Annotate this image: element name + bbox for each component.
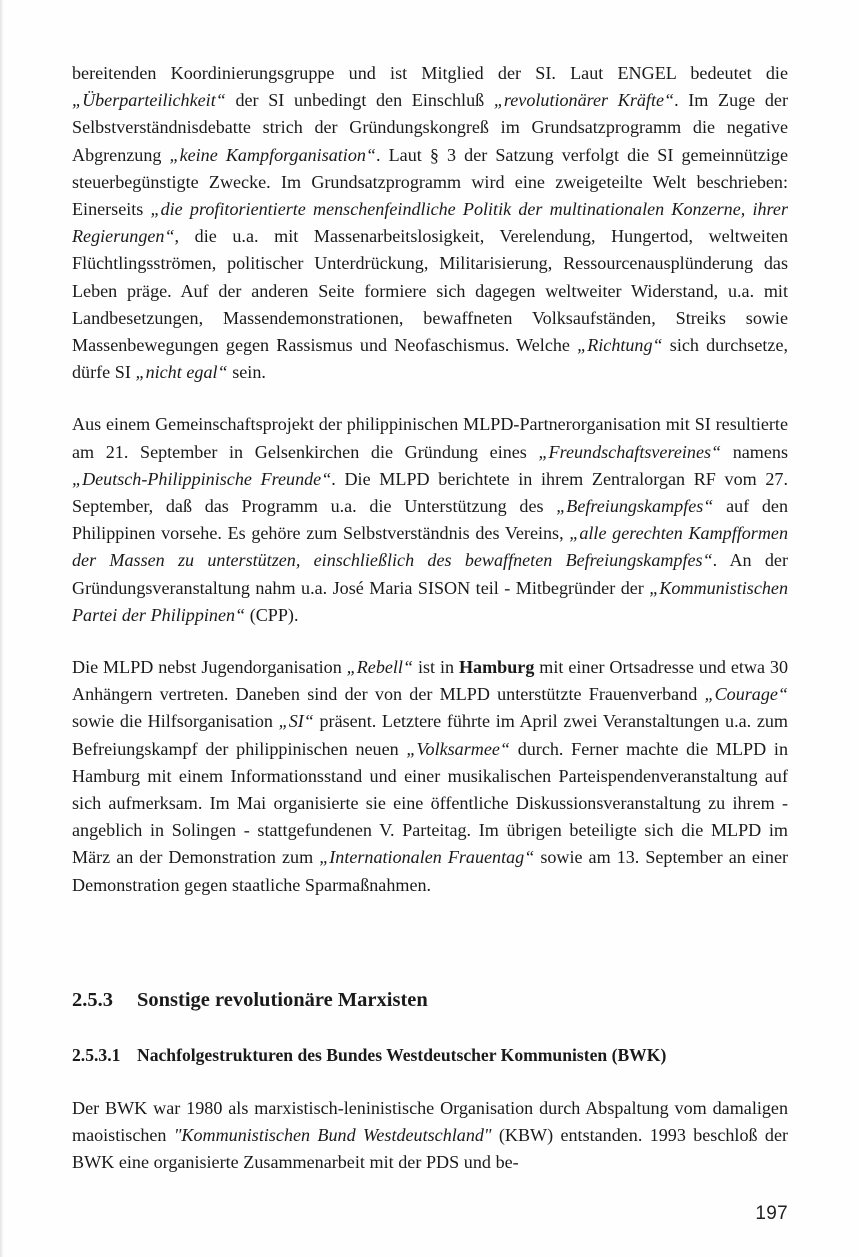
- subsection-heading-title: Nachfolgestrukturen des Bundes Westdeutscher Kommunisten (BWK): [137, 1044, 667, 1065]
- italic-run: „Kommunistischen Partei der Philippinen“: [72, 577, 788, 625]
- italic-run: „revolutionärer Kräfte“: [493, 90, 675, 111]
- subsection-heading: [72, 1043, 788, 1067]
- page-content: [72, 60, 788, 1177]
- text-run: bereitenden Koordinierungsgruppe und ist Mitglied der SI. Laut ENGEL bedeutet die: [72, 63, 788, 83]
- text-run: Der BWK war 1980 als marxistisch-leninistische Organisation durch Abspaltung vom damaligen maoistischen: [72, 1097, 788, 1146]
- paragraph-si-engel: [72, 60, 788, 386]
- italic-run: „Volksarmee“: [406, 738, 510, 759]
- text-run: (KBW) entstanden. 1993 beschloß der BWK eine organisierte Zusammenarbeit mit der PDS und be-: [72, 1125, 788, 1173]
- italic-run: "Kommunistischen Bund Westdeutschland": [173, 1125, 492, 1146]
- italic-run: „Freundschaftsvereines“: [538, 441, 722, 462]
- italic-run: „Richtung“: [577, 335, 663, 356]
- paragraph-mlpd-hamburg: [72, 654, 788, 899]
- paragraph-bwk: [72, 1095, 788, 1177]
- italic-run: „Überparteilichkeit“: [72, 90, 226, 111]
- text-run: Aus einem Gemeinschaftsprojekt der philippinischen MLPD-Partnerorganisation mit SI resultierte am 21. September in Gelsenkirchen die Gründung eines: [72, 414, 788, 462]
- text-run: der SI unbedingt den Einschluß: [225, 90, 494, 111]
- text-run: . Im Zuge der Selbstverständnisdebatte strich der Gründungskongreß im Grundsatzprogramm die negative Abgrenzung: [72, 90, 788, 165]
- section-heading-title: Sonstige revolutionäre Marxisten: [137, 988, 428, 1011]
- italic-run: „Internationalen Frauentag“: [319, 847, 535, 868]
- page-number: 197: [755, 1203, 788, 1224]
- text-run: durch. Ferner machte die MLPD in Hamburg mit einem Informationsstand und einer musikalischen Parteispendenveranstaltung auf sich aufmerksam. Im Mai organisierte sie eine öffentliche Diskussionsveranstaltung zu ihrem - angeblich in Solingen - stattgefundenen V. Parteitag. Im übrigen beteiligte sich die MLPD im März an der Demonstration zum: [72, 738, 788, 868]
- italic-run: „keine Kampforganisation“: [169, 144, 376, 165]
- text-run: auf den Philippinen vorsehe. Es gehöre zum Selbstverständnis des Vereins,: [72, 496, 788, 544]
- text-run: sein.: [227, 362, 266, 383]
- paragraph-gemeinschaftsprojekt: [72, 411, 788, 629]
- text-run: präsent. Letztere führte im April zwei Veranstaltungen u.a. zum Befreiungskampf der philippinischen neuen: [72, 711, 788, 759]
- italic-run: „die profitorientierte menschenfeindliche Politik der multinationalen Konzerne, ihrer Regierungen“: [72, 199, 788, 247]
- heading-spacer-top: [72, 924, 788, 987]
- italic-run: „Rebell“: [346, 657, 414, 678]
- text-run: mit einer Ortsadresse und etwa 30 Anhängern vertreten. Daneben sind der von der MLPD unterstützte Frauenverband: [72, 657, 789, 705]
- section-heading: [72, 987, 788, 1013]
- heading-spacer-bottom: [72, 1067, 788, 1095]
- text-run: sich durchsetze, dürfe SI: [72, 335, 788, 383]
- italic-run: „nicht egal“: [135, 362, 228, 383]
- italic-run: „Deutsch-Philippinische Freunde“: [72, 468, 332, 489]
- text-run: sowie am 13. September an einer Demonstration gegen staatliche Sparmaßnahmen.: [72, 847, 789, 895]
- section-heading-number: 2.5.3: [72, 988, 113, 1011]
- text-run: . An der Gründungsveranstaltung nahm u.a. José Maria SISON teil - Mitbegründer der: [72, 550, 788, 598]
- text-run: . Laut § 3 der Satzung verfolgt die SI gemeinnützige steuerbegünstigte Zwecke. Im Grundsatzprogramm wird eine zweigeteilte Welt beschrieben: Einerseits: [72, 144, 788, 220]
- bold-run: Hamburg: [458, 657, 535, 678]
- text-run: ist in: [413, 657, 459, 678]
- text-run: (CPP).: [245, 604, 299, 625]
- italic-run: „SI“: [278, 711, 314, 732]
- text-run: namens: [721, 441, 788, 462]
- heading-spacer-mid: [72, 1013, 788, 1043]
- text-run: sowie die Hilfsorganisation: [72, 711, 279, 732]
- text-run: . Die MLPD berichtete in ihrem Zentralorgan RF vom 27. September, daß das Programm u.a. die Unterstützung des: [72, 468, 788, 517]
- text-run: , die u.a. mit Massenarbeitslosigkeit, Verelendung, Hungertod, weltweiten Flüchtlingsströmen, politischer Unterdrückung, Militarisierung, Ressourcenausplünderung das Leben präge. Auf der anderen Seite formiere sich dagegen weltweiter Widerstand, u.a. mit Landbesetzungen, Massendemonstrationen, bewaffneten Volksaufständen, Streiks sowie Massenbewegungen gegen Rassismus und Neofaschismus. Welche: [72, 226, 788, 356]
- italic-run: „Courage“: [704, 684, 788, 705]
- italic-run: „alle gerechten Kampfformen der Massen zu unterstützen, einschließlich des bewaffneten Befreiungskampfes“: [72, 523, 788, 571]
- text-run: Die MLPD nebst Jugendorganisation: [72, 657, 347, 678]
- italic-run: „Befreiungskampfes“: [556, 496, 714, 517]
- subsection-heading-number: 2.5.3.1: [72, 1044, 121, 1065]
